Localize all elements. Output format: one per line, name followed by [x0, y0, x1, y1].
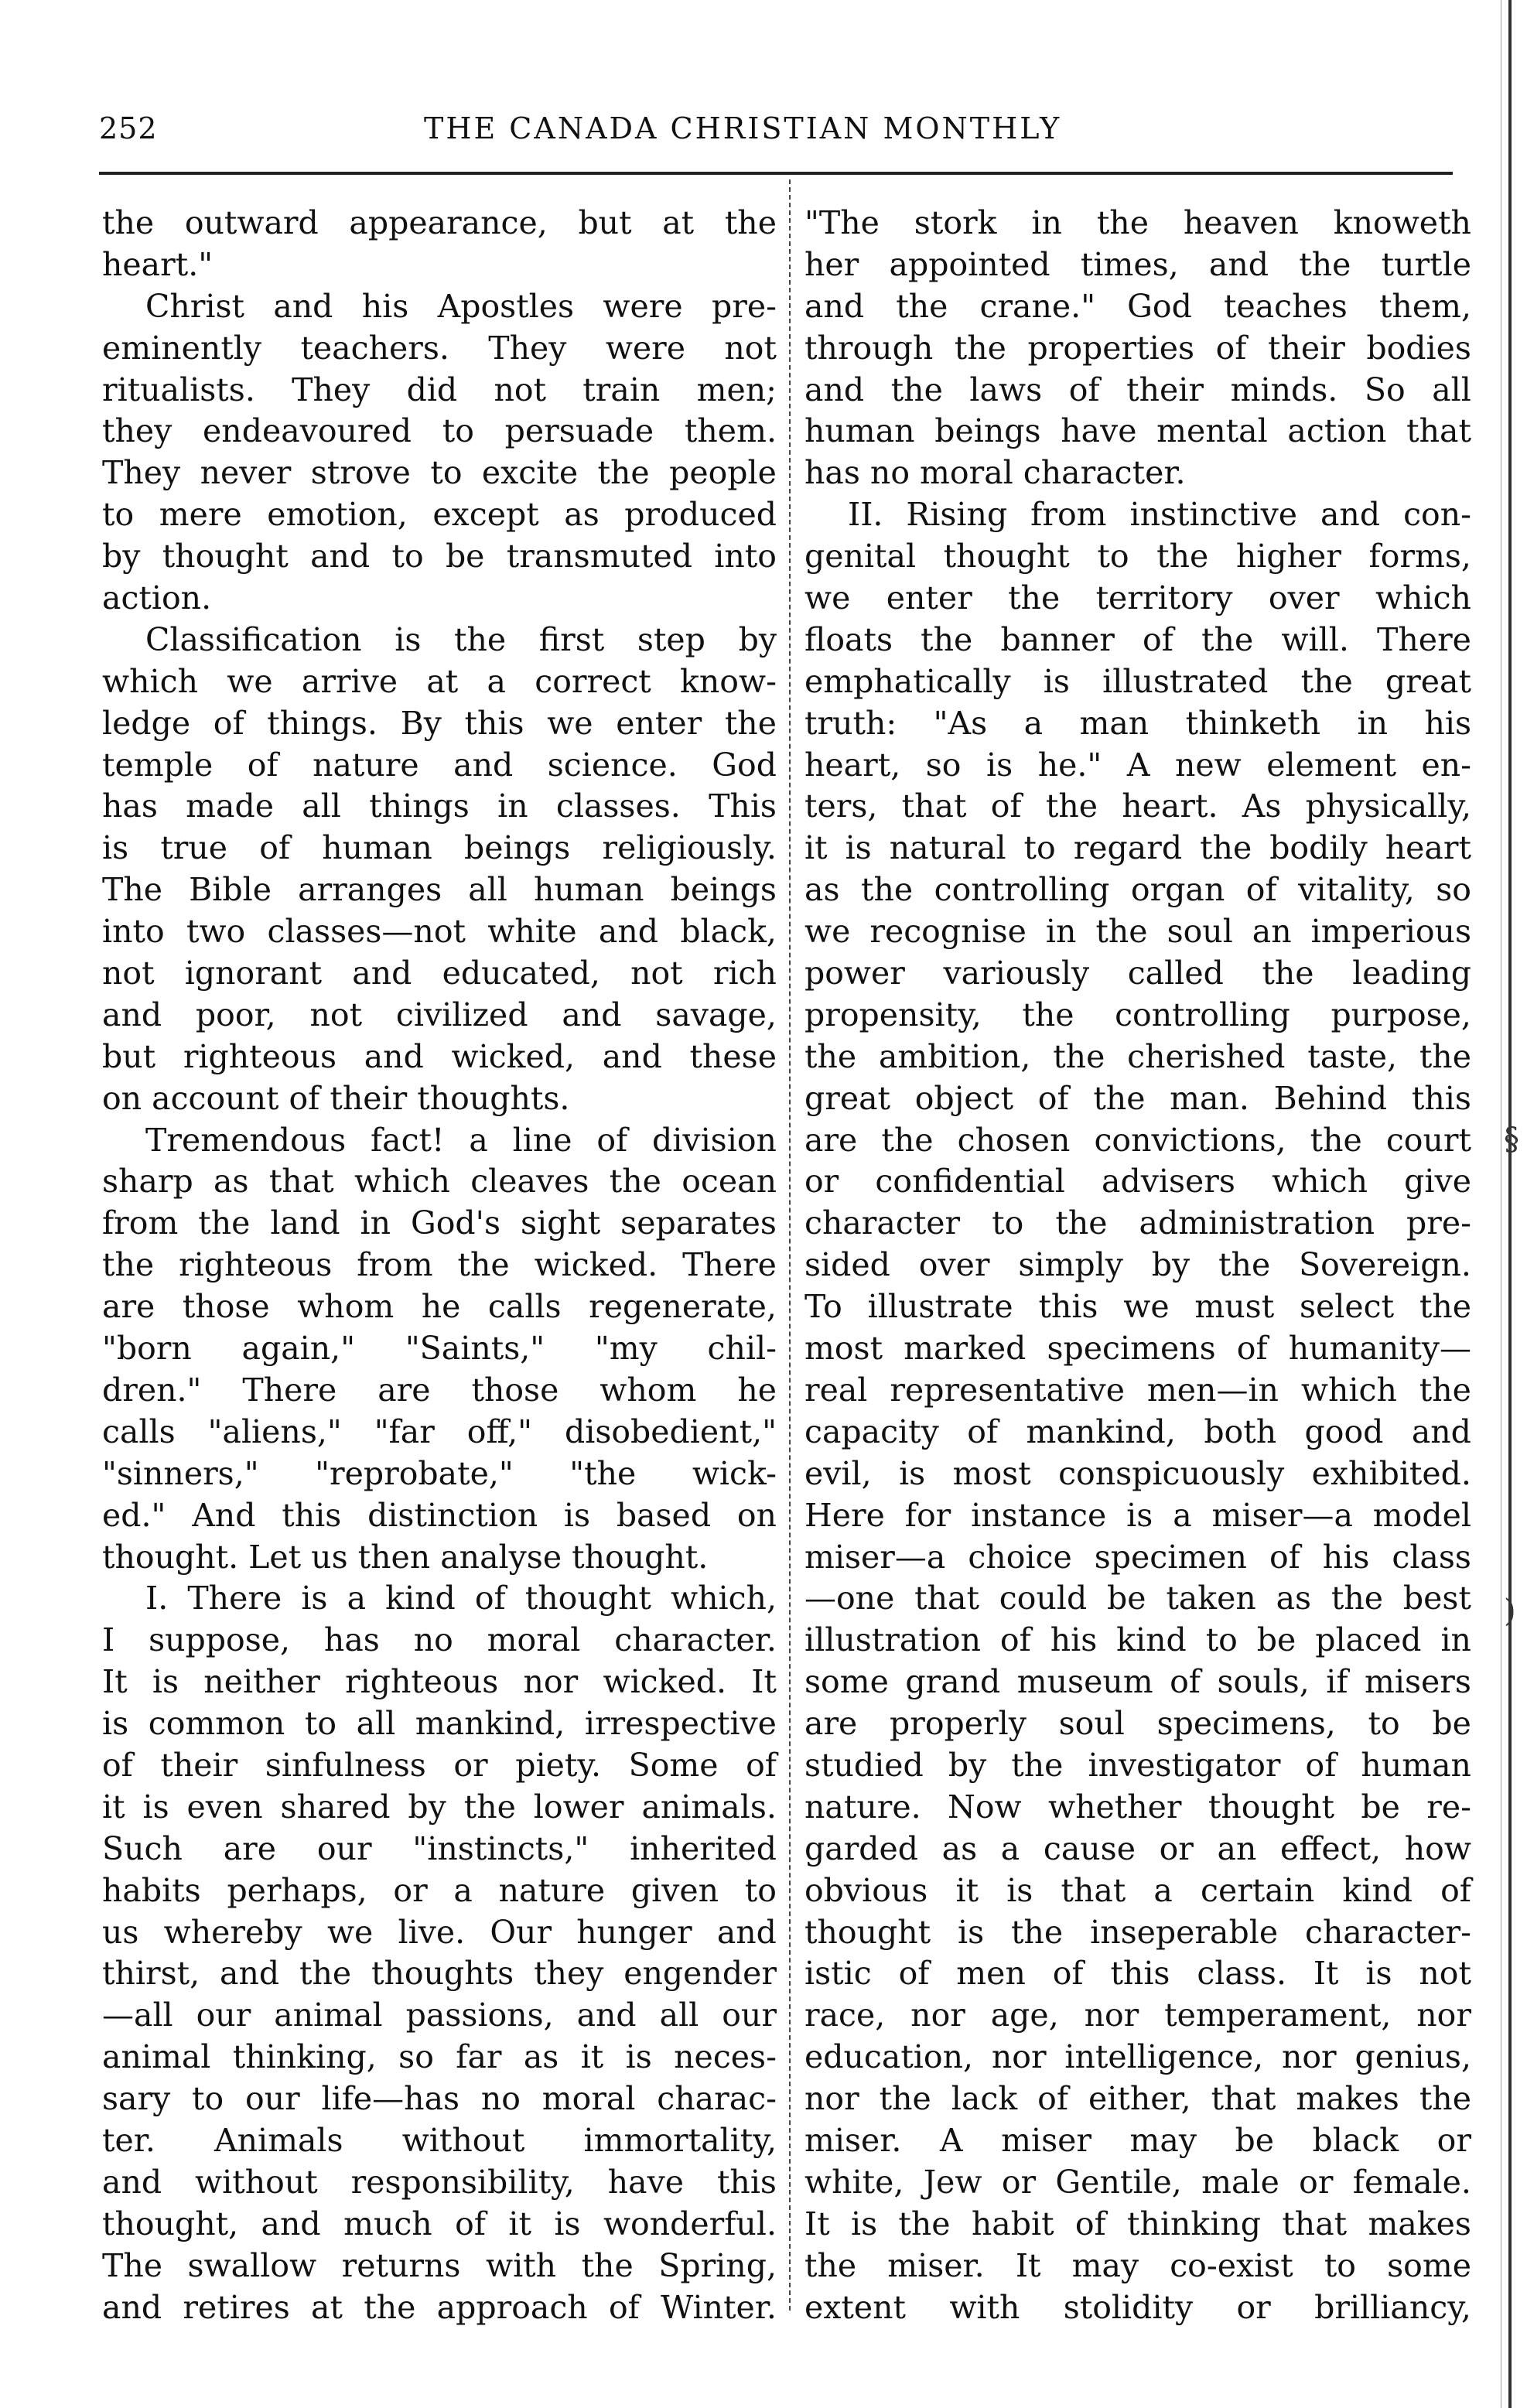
text-line: Tremendous fact! a line of division: [145, 1121, 777, 1159]
text-line: ed." And this distinction is based on: [102, 1496, 777, 1534]
page-header: [99, 111, 1453, 161]
text-line: the miser. It may co-exist to some: [804, 2246, 1471, 2284]
text-line: her appointed times, and the turtle: [804, 245, 1471, 283]
text-line: emphatically is illustrated the great: [804, 662, 1471, 700]
text-line: II. Rising from instinctive and con-: [848, 496, 1471, 534]
text-line: real representative men—in which the: [804, 1371, 1471, 1409]
text-line: education, nor intelligence, nor genius,: [804, 2038, 1471, 2076]
text-line: illustration of his kind to be placed in: [804, 1621, 1471, 1659]
text-line: It is neither righteous nor wicked. It: [102, 1663, 777, 1701]
text-line: Classification is the first step by: [145, 620, 777, 658]
text-line: heart.": [102, 245, 214, 283]
text-line: obvious it is that a certain kind of: [804, 1871, 1471, 1909]
text-line: as the controlling organ of vitality, so: [804, 871, 1471, 909]
right-column: [804, 203, 1471, 2328]
page-number: 252: [99, 111, 158, 145]
text-line: thought. Let us then analyse thought.: [102, 1538, 709, 1576]
text-line: istic of men of this class. It is not: [804, 1955, 1471, 1993]
text-line: has no moral character.: [804, 454, 1186, 492]
text-line: not ignorant and educated, not rich: [102, 955, 777, 992]
text-line: sided over simply by the Sovereign.: [804, 1246, 1471, 1284]
text-line: studied by the investigator of human: [804, 1746, 1471, 1784]
text-line: and without responsibility, have this: [102, 2163, 777, 2201]
text-line: and retires at the approach of Winter.: [102, 2288, 777, 2326]
text-line: it is natural to regard the bodily heart: [804, 829, 1471, 867]
text-line: Such are our "instincts," inherited: [102, 1829, 777, 1867]
text-line: dren." There are those whom he: [102, 1371, 777, 1409]
text-line: nor the lack of either, that makes the: [804, 2080, 1471, 2118]
text-line: sary to our life—has no moral charac-: [102, 2080, 777, 2118]
text-line: The swallow returns with the Spring,: [102, 2246, 777, 2284]
text-line: to mere emotion, except as produced: [102, 496, 777, 534]
text-line: The Bible arranges all human beings: [102, 871, 777, 909]
text-line: power variously called the leading: [804, 955, 1471, 992]
text-line: I. There is a kind of thought which,: [145, 1580, 777, 1617]
column-divider: [789, 179, 791, 2311]
text-line: we enter the territory over which: [804, 579, 1471, 617]
text-line: Christ and his Apostles were pre-: [145, 287, 777, 325]
text-line: action.: [102, 579, 212, 617]
text-line: propensity, the controlling purpose,: [804, 996, 1471, 1033]
text-line: ritualists. They did not train men;: [102, 371, 777, 408]
text-line: has made all things in classes. This: [102, 787, 777, 825]
text-line: garded as a cause or an effect, how: [804, 1829, 1471, 1867]
text-line: temple of nature and science. God: [102, 746, 777, 784]
text-line: "The stork in the heaven knoweth: [804, 204, 1471, 241]
text-line: genital thought to the higher forms,: [804, 538, 1471, 576]
text-line: —one that could be taken as the best: [804, 1580, 1471, 1617]
text-line: us whereby we live. Our hunger and: [102, 1913, 777, 1951]
text-line: into two classes—not white and black,: [102, 913, 777, 951]
text-line: ters, that of the heart. As physically,: [804, 787, 1471, 825]
text-line: the righteous from the wicked. There: [102, 1246, 777, 1284]
text-line: is true of human beings religiously.: [102, 829, 777, 867]
text-line: the outward appearance, but at the: [102, 204, 777, 241]
text-line: are properly soul specimens, to be: [804, 1705, 1471, 1743]
text-line: Here for instance is a miser—a model: [804, 1496, 1471, 1534]
text-line: animal thinking, so far as it is neces-: [102, 2038, 777, 2076]
text-line: and the laws of their minds. So all: [804, 371, 1471, 408]
text-line: they endeavoured to persuade them.: [102, 412, 777, 450]
edge-mark: §: [1504, 1122, 1519, 1157]
text-line: and the crane." God teaches them,: [804, 287, 1471, 325]
text-line: from the land in God's sight separates: [102, 1204, 777, 1242]
running-title: THE CANADA CHRISTIAN MONTHLY: [424, 111, 1062, 145]
text-line: by thought and to be transmuted into: [102, 538, 777, 576]
text-line: extent with stolidity or brilliancy,: [804, 2288, 1471, 2326]
text-line: I suppose, has no moral character.: [102, 1621, 777, 1659]
text-line: white, Jew or Gentile, male or female.: [804, 2163, 1471, 2201]
text-line: heart, so is he." A new element en-: [804, 746, 1471, 784]
text-line: habits perhaps, or a nature given to: [102, 1871, 777, 1909]
header-rule: [99, 172, 1453, 175]
text-line: or confidential advisers which give: [804, 1163, 1471, 1201]
text-line: miser—a choice specimen of his class: [804, 1538, 1471, 1576]
text-line: race, nor age, nor temperament, nor: [804, 1996, 1471, 2034]
text-line: thirst, and the thoughts they engender: [102, 1955, 777, 1993]
text-line: which we arrive at a correct know-: [102, 662, 777, 700]
text-line: and poor, not civilized and savage,: [102, 996, 777, 1033]
text-line: human beings have mental action that: [804, 412, 1471, 450]
text-line: thought, and much of it is wonderful.: [102, 2205, 777, 2242]
text-line: ter. Animals without immortality,: [102, 2121, 777, 2159]
text-line: great object of the man. Behind this: [804, 1079, 1471, 1117]
text-line: but righteous and wicked, and these: [102, 1037, 777, 1075]
text-line: floats the banner of the will. There: [804, 620, 1471, 658]
text-line: the ambition, the cherished taste, the: [804, 1037, 1471, 1075]
text-line: are the chosen convictions, the court: [804, 1121, 1471, 1159]
text-line: most marked specimens of humanity—: [804, 1330, 1471, 1368]
text-line: It is the habit of thinking that makes: [804, 2205, 1471, 2242]
text-line: "sinners," "reprobate," "the wick-: [102, 1454, 777, 1492]
text-line: we recognise in the soul an imperious: [804, 913, 1471, 951]
edge-mark: ): [1504, 1593, 1516, 1629]
text-line: some grand museum of souls, if misers: [804, 1663, 1471, 1701]
text-line: thought is the inseperable character-: [804, 1913, 1471, 1951]
text-line: character to the administration pre-: [804, 1204, 1471, 1242]
text-line: on account of their thoughts.: [102, 1079, 570, 1117]
text-line: is common to all mankind, irrespective: [102, 1705, 777, 1743]
left-column: [102, 203, 777, 2328]
text-line: of their sinfulness or piety. Some of: [102, 1746, 777, 1784]
text-line: calls "aliens," "far off," disobedient,": [102, 1412, 777, 1450]
text-line: miser. A miser may be black or: [804, 2121, 1471, 2159]
text-line: are those whom he calls regenerate,: [102, 1288, 777, 1326]
text-line: ledge of things. By this we enter the: [102, 704, 777, 742]
text-line: it is even shared by the lower animals.: [102, 1788, 777, 1826]
text-line: through the properties of their bodies: [804, 329, 1471, 367]
text-line: They never strove to excite the people: [102, 454, 777, 492]
text-line: evil, is most conspicuously exhibited.: [804, 1454, 1471, 1492]
text-line: nature. Now whether thought be re-: [804, 1788, 1471, 1826]
text-line: To illustrate this we must select the: [804, 1288, 1471, 1326]
text-line: sharp as that which cleaves the ocean: [102, 1163, 777, 1201]
text-line: capacity of mankind, both good and: [804, 1412, 1471, 1450]
text-line: —all our animal passions, and all our: [102, 1996, 777, 2034]
text-line: truth: "As a man thinketh in his: [804, 704, 1471, 742]
text-line: eminently teachers. They were not: [102, 329, 777, 367]
text-line: "born again," "Saints," "my chil-: [102, 1330, 777, 1368]
binding-edge: [1508, 0, 1512, 2408]
